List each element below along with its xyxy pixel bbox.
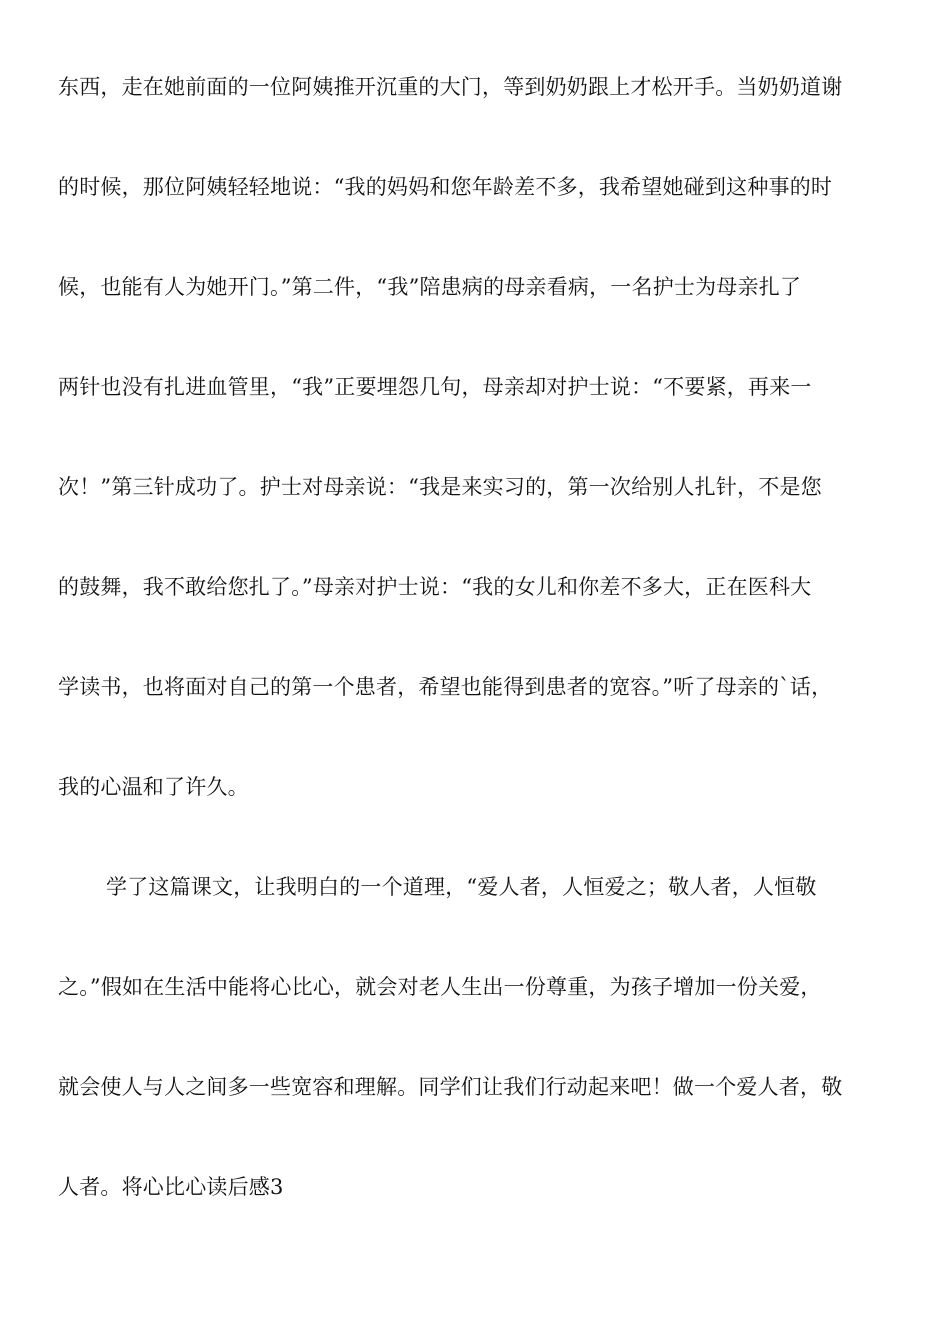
text-line: 之。”假如在生活中能将心比心，就会对老人生出一份尊重，为孩子增加一份关爱，: [58, 975, 822, 999]
text-line: 就会使人与人之间多一些宽容和理解。同学们让我们行动起来吧！做一个爱人者，敬: [58, 1075, 843, 1099]
text-line: 我的心温和了许久。: [58, 775, 249, 799]
text-line: 东西，走在她前面的一位阿姨推开沉重的大门，等到奶奶跟上才松开手。当奶奶道谢: [58, 75, 843, 99]
text-line: 次！”第三针成功了。护士对母亲说：“我是来实习的，第一次给别人扎针，不是您: [58, 475, 822, 499]
text-line: 的鼓舞，我不敢给您扎了。”母亲对护士说：“我的女儿和你差不多大，正在医科大: [58, 575, 812, 599]
text-line: 候，也能有人为她开门。”第二件，“我”陪患病的母亲看病，一名护士为母亲扎了: [58, 275, 802, 299]
text-line: 学读书，也将面对自己的第一个患者，希望也能得到患者的宽容。”听了母亲的`话，: [58, 675, 833, 699]
text-line: 人者。将心比心读后感3: [58, 1175, 284, 1199]
text-line: 的时候，那位阿姨轻轻地说：“我的妈妈和您年龄差不多，我希望她碰到这种事的时: [58, 175, 833, 199]
text-line: 两针也没有扎进血管里，“我”正要埋怨几句，母亲却对护士说：“不要紧，再来一: [58, 375, 812, 399]
paragraph-first-line: 学了这篇课文，让我明白的一个道理，“爱人者，人恒爱之；敬人者，人恒敬: [106, 875, 817, 899]
